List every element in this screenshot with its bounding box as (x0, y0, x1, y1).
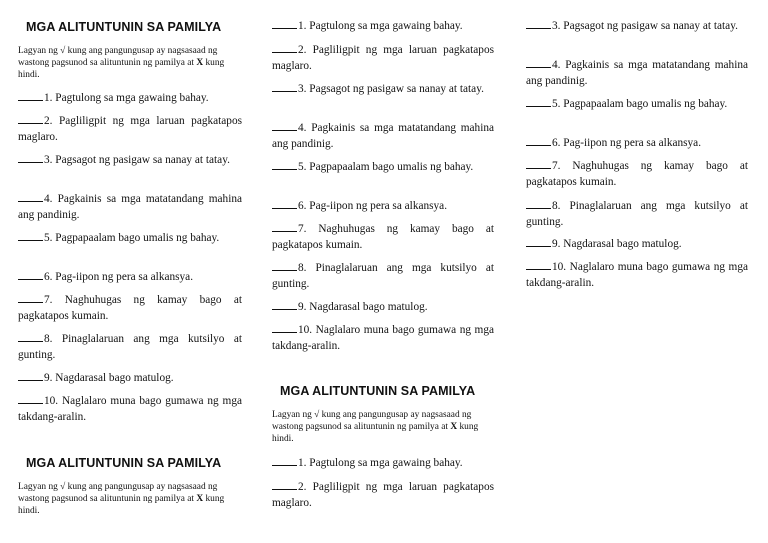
list-item: 8. Pinaglalaruan ang mga kutsilyo at gunting. (272, 262, 494, 290)
list-item: 2. Pagliligpit ng mga laruan pagkatapos maglaro. (272, 481, 494, 509)
list-item: 4. Pagkainis sa mga matatandang mahina ang pandinig. (272, 122, 494, 150)
answer-blank (526, 58, 551, 68)
answer-blank (18, 332, 43, 342)
list-item: 7. Naghuhugas ng kamay bago at pagkatapos kumain. (526, 160, 748, 188)
answer-blank (272, 199, 297, 209)
answer-blank (18, 371, 43, 381)
list-item: 9. Nagdarasal bago matulog. (18, 371, 242, 387)
answer-blank (272, 456, 297, 466)
answer-blank (18, 91, 43, 101)
list-item: 6. Pag-iipon ng pera sa alkansya. (526, 136, 748, 152)
answer-blank (526, 19, 551, 29)
answer-blank (18, 153, 43, 163)
answer-blank (18, 192, 43, 202)
answer-blank (526, 199, 551, 209)
list-item: 7. Naghuhugas ng kamay bago at pagkatapos kumain. (18, 294, 242, 322)
list-item: 1. Pagtulong sa mga gawaing bahay. (18, 91, 242, 107)
answer-blank (526, 159, 551, 169)
instructions-mark: X (196, 58, 204, 68)
answer-blank (272, 160, 297, 170)
answer-blank (272, 121, 297, 131)
list-item: 3. Pagsagot ng pasigaw sa nanay at tatay. (18, 153, 242, 169)
instructions (272, 409, 494, 445)
answer-blank (272, 261, 297, 271)
answer-blank (18, 394, 43, 404)
worksheet-title: MGA ALITUNTUNIN SA PAMILYA (280, 384, 476, 398)
worksheet-title: MGA ALITUNTUNIN SA PAMILYA (26, 456, 222, 470)
answer-blank (272, 300, 297, 310)
instructions-text-end: kung hindi. (272, 422, 479, 444)
list-item: 3. Pagsagot ng pasigaw sa nanay at tatay. (272, 82, 494, 98)
list-item: 8. Pinaglalaruan ang mga kutsilyo at gunting. (18, 333, 242, 361)
worksheet-title: MGA ALITUNTUNIN SA PAMILYA (26, 20, 222, 34)
list-item: 2. Pagliligpit ng mga laruan pagkatapos maglaro. (18, 115, 242, 143)
answer-blank (272, 480, 297, 490)
list-item: 10. Naglalaro muna bago gumawa ng mga takdang-aralin. (272, 324, 494, 352)
answer-blank (526, 136, 551, 146)
answer-blank (272, 19, 297, 29)
worksheet-header (18, 20, 242, 81)
worksheet-header (18, 456, 242, 517)
list-item: 8. Pinaglalaruan ang mga kutsilyo at gunting. (526, 200, 748, 228)
list-item: 9. Nagdarasal bago matulog. (526, 237, 748, 253)
answer-blank (272, 323, 297, 333)
list-item: 10. Naglalaro muna bago gumawa ng mga takdang-aralin. (18, 395, 242, 423)
instructions-text-end: kung hindi. (18, 58, 225, 80)
answer-blank (526, 97, 551, 107)
instructions-mark: X (196, 494, 204, 504)
instructions-text: Lagyan ng √ kung ang pangungusap ay nagsasaad ng wastong pagsunod sa alituntunin ng pamilya at (18, 46, 218, 68)
list-item: 5. Pagpapaalam bago umalis ng bahay. (526, 97, 748, 113)
list-item: 7. Naghuhugas ng kamay bago at pagkatapos kumain. (272, 223, 494, 251)
answer-blank (18, 114, 43, 124)
list-item: 4. Pagkainis sa mga matatandang mahina ang pandinig. (526, 59, 748, 87)
list-item: 10. Naglalaro muna bago gumawa ng mga takdang-aralin. (526, 261, 748, 289)
list-item: 5. Pagpapaalam bago umalis ng bahay. (18, 231, 242, 247)
answer-blank (18, 231, 43, 241)
list-item: 3. Pagsagot ng pasigaw sa nanay at tatay. (526, 19, 748, 35)
list-item: 6. Pag-iipon ng pera sa alkansya. (272, 199, 494, 215)
list-item: 6. Pag-iipon ng pera sa alkansya. (18, 270, 242, 286)
answer-blank (272, 82, 297, 92)
instructions-mark: X (450, 422, 458, 432)
instructions-text-end: kung hindi. (18, 494, 225, 516)
instructions-text: Lagyan ng √ kung ang pangungusap ay nagsasaad ng wastong pagsunod sa alituntunin ng pamilya at (18, 482, 218, 504)
instructions (18, 45, 242, 81)
list-item: 1. Pagtulong sa mga gawaing bahay. (272, 456, 494, 472)
list-item: 1. Pagtulong sa mga gawaing bahay. (272, 19, 494, 35)
answer-blank (272, 43, 297, 53)
answer-blank (18, 270, 43, 280)
list-item: 5. Pagpapaalam bago umalis ng bahay. (272, 160, 494, 176)
answer-blank (526, 260, 551, 270)
instructions (18, 481, 242, 517)
list-item: 9. Nagdarasal bago matulog. (272, 300, 494, 316)
list-item: 4. Pagkainis sa mga matatandang mahina ang pandinig. (18, 193, 242, 221)
worksheet-header (272, 384, 494, 445)
answer-blank (18, 293, 43, 303)
instructions-text: Lagyan ng √ kung ang pangungusap ay nagsasaad ng wastong pagsunod sa alituntunin ng pamilya at (272, 410, 472, 432)
list-item: 2. Pagliligpit ng mga laruan pagkatapos maglaro. (272, 44, 494, 72)
answer-blank (526, 237, 551, 247)
answer-blank (272, 222, 297, 232)
